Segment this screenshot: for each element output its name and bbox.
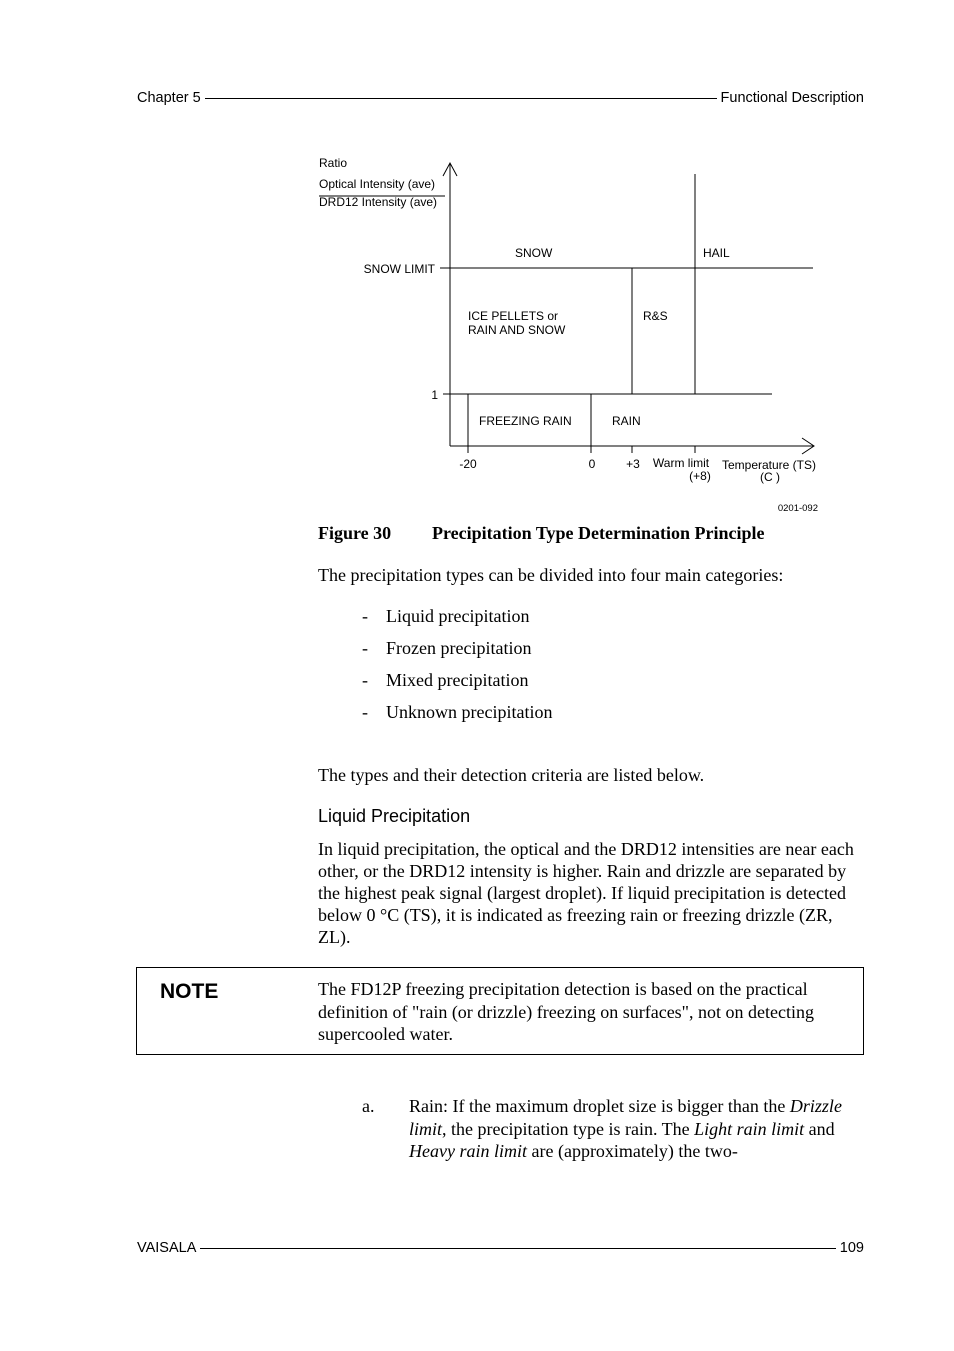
liquid-precipitation-paragraph: In liquid precipitation, the optical and the DRD12 intensities are near each other, or the DRD12 intensity is higher. Rain and drizzle are separated by the highest peak signal (largest droplet). If liquid precipitation is detected below 0 °C (TS), it is indicated as freezing rain or freezing drizzle (ZR, ZL). (318, 839, 854, 947)
figure-caption (318, 523, 764, 544)
region-rain: RAIN (612, 414, 641, 428)
region-ice-pellets-line2: RAIN AND SNOW (468, 323, 566, 337)
section-title: Functional Description (720, 90, 864, 106)
list-item-text: Liquid precipitation (386, 606, 530, 626)
header-rule (205, 98, 717, 99)
item-text-part2: , the precipitation type is rain. The (442, 1118, 695, 1139)
list-dash: - (362, 606, 368, 626)
tick-label-plus3: +3 (626, 457, 640, 471)
list-item (362, 701, 552, 733)
diagram-svg (300, 150, 840, 520)
tick-label-warm-limit: Warm limit (652, 456, 710, 470)
snow-limit-label: SNOW LIMIT (363, 262, 435, 276)
note-text: The FD12P freezing precipitation detection is based on the practical definition of "rain (or drizzle) freezing on surfaces", not on detecting supercooled water. (318, 979, 815, 1044)
intro-paragraph: The precipitation types can be divided into four main categories: (318, 565, 784, 585)
tick-label-warm-limit-value: (+8) (689, 469, 711, 483)
term-light-rain-limit: Light rain limit (694, 1118, 805, 1139)
term-heavy-rain-limit: Heavy rain limit (409, 1141, 527, 1161)
figure-number: Figure 30 (318, 523, 392, 543)
list-dash: - (362, 638, 368, 658)
region-rs: R&S (643, 309, 668, 323)
list-item-text: Mixed precipitation (386, 670, 529, 690)
chapter-label: Chapter 5 (137, 90, 201, 106)
item-marker: a. (362, 1096, 375, 1116)
tick-label-minus20: -20 (459, 457, 477, 471)
item-text-part3: and (804, 1118, 835, 1139)
figure-code: 0201-092 (777, 503, 818, 514)
page-number: 109 (839, 1240, 864, 1256)
item-text-part1: Rain: If the maximum droplet size is bigger than the (409, 1096, 790, 1116)
tick-label-zero: 0 (588, 457, 596, 471)
list-dash: - (362, 702, 368, 722)
page-footer (137, 1240, 864, 1256)
category-list (362, 605, 552, 733)
region-ice-pellets-line1: ICE PELLETS or (468, 309, 559, 323)
term-drizzle-limit: Drizzle limit (409, 1096, 842, 1139)
precipitation-type-diagram (300, 150, 840, 520)
y-axis-numerator: Optical Intensity (ave) (319, 177, 436, 191)
ratio-one-label: 1 (431, 388, 438, 402)
region-snow: SNOW (515, 246, 553, 260)
figure-title: Precipitation Type Determination Principle (432, 523, 765, 543)
list-item-text: Frozen precipitation (386, 638, 532, 658)
list-item (362, 605, 552, 637)
liquid-precipitation-heading: Liquid Precipitation (318, 806, 471, 826)
region-hail: HAIL (703, 246, 730, 260)
x-axis-unit: (C ) (760, 470, 780, 484)
list-item (362, 637, 552, 669)
y-axis-denominator: DRD12 Intensity (ave) (319, 195, 438, 209)
y-axis-title: Ratio (319, 156, 348, 170)
list-item (362, 669, 552, 701)
note-label: NOTE (160, 980, 219, 1003)
item-body (409, 1095, 863, 1163)
footer-rule (200, 1248, 835, 1249)
item-text-part4: are (approximately) the two- (526, 1141, 738, 1161)
list-dash: - (362, 670, 368, 690)
page-header (137, 90, 864, 106)
types-intro-paragraph: The types and their detection criteria are listed below. (318, 765, 705, 785)
x-axis-title: Temperature (TS) (721, 458, 817, 472)
region-freezing-rain: FREEZING RAIN (479, 414, 572, 428)
note-box (136, 967, 864, 1055)
company-name: VAISALA (137, 1240, 197, 1256)
list-item-text: Unknown precipitation (386, 702, 553, 722)
